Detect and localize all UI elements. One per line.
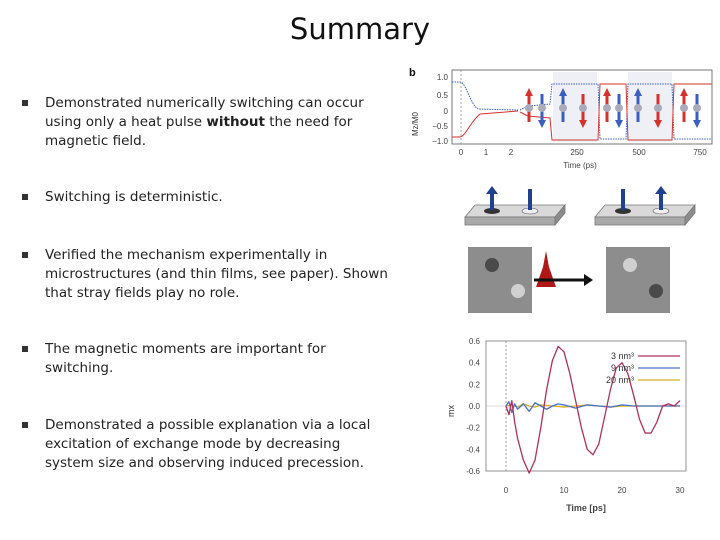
chart-y-tick-label: -0.4 xyxy=(466,445,480,455)
device-slab-after xyxy=(595,186,695,225)
slide-title: Summary xyxy=(289,12,431,46)
bullet-text-4: The magnetic moments are important for switching. xyxy=(45,341,326,376)
fig-b-x-tick: 750 xyxy=(693,148,707,157)
bullet-text-1 xyxy=(45,94,390,151)
device-slab-before xyxy=(465,186,565,225)
domain-dark xyxy=(485,258,499,272)
bullet-text-part: Demonstrated numerically switching can occur using only a heat pulse xyxy=(45,95,364,130)
bullet-bold-word: without xyxy=(206,114,265,130)
chart-series-group xyxy=(506,346,680,473)
precession-chart xyxy=(440,335,715,535)
bullet-text-part: the need for magnetic field. xyxy=(45,114,353,149)
fig-b-blue-trace xyxy=(452,82,518,110)
fig-b-x-tick: 250 xyxy=(570,148,584,157)
device-slab-illustration xyxy=(455,185,710,245)
fig-b-x-tick: 2 xyxy=(508,148,514,157)
series-line-3-nm3 xyxy=(506,346,680,473)
fig-b-y-tick: 0 xyxy=(443,107,448,116)
domain-bright xyxy=(511,284,525,298)
bullet-text-2: Switching is deterministic. xyxy=(45,189,223,205)
fig-b-y-axis-label: Mz/M0 xyxy=(411,112,420,136)
switching-time-trace-figure xyxy=(400,64,715,176)
fig-b-x-tick: 0 xyxy=(458,148,464,157)
bullet-text-5: Demonstrated a possible explanation via a local excitation of exchange mode by decreasing system size and observing induced precession. xyxy=(45,417,371,471)
legend-label-3nm: 3 nm³ xyxy=(610,351,634,361)
microscopy-images xyxy=(466,245,716,317)
bullet-marker xyxy=(22,100,28,106)
domain-bright xyxy=(623,258,637,272)
fig-b-x-axis-label: Time (ps) xyxy=(563,161,597,170)
series-line-9-nm3 xyxy=(506,402,680,413)
chart-x-tick-label: 20 xyxy=(617,486,627,495)
chart-x-tick-label: 0 xyxy=(503,486,509,495)
bullet-marker xyxy=(22,194,28,200)
fig-b-y-tick: 0.5 xyxy=(436,91,448,100)
microscopy-image-before xyxy=(468,247,532,313)
fig-b-red-trace xyxy=(452,111,518,137)
bullet-text-3: Verified the mechanism experimentally in microstructures (and thin films, see paper). Shown that stray fields play no role. xyxy=(45,247,388,301)
fig-b-x-tick: 500 xyxy=(632,148,646,157)
chart-y-tick-label: -0.2 xyxy=(466,423,480,433)
fig-b-y-tick: 1.0 xyxy=(436,73,448,82)
heat-pulse-shape xyxy=(536,251,556,287)
chart-x-axis-label: Time [ps] xyxy=(566,503,606,513)
domain-dark xyxy=(649,284,663,298)
chart-y-tick-label: 0.6 xyxy=(468,337,480,346)
chart-x-tick-label: 10 xyxy=(559,486,569,495)
fig-b-x-tick: 1 xyxy=(483,148,489,157)
bullet-marker xyxy=(22,422,28,428)
legend-label-20nm: 20 nm³ xyxy=(605,375,634,385)
bullet-marker xyxy=(22,346,28,352)
chart-y-axis-label: mx xyxy=(446,405,456,417)
chart-y-ticks xyxy=(466,337,480,476)
fig-b-y-tick: −1.0 xyxy=(432,137,448,146)
chart-x-ticks xyxy=(504,486,685,495)
chart-x-tick-label: 30 xyxy=(675,486,685,495)
panel-label: b xyxy=(409,67,416,79)
legend-label-9nm: 9 nm³ xyxy=(610,363,634,373)
arrow-head-icon xyxy=(584,274,593,286)
chart-y-tick-label: -0.6 xyxy=(466,467,480,476)
chart-y-tick-label: 0.4 xyxy=(468,358,480,368)
bullet-marker xyxy=(22,252,28,258)
microscopy-image-after xyxy=(606,247,670,313)
chart-legend xyxy=(606,351,680,385)
fig-b-y-tick: −0.5 xyxy=(432,122,448,131)
chart-y-tick-label: 0.0 xyxy=(468,402,480,411)
chart-y-tick-label: 0.2 xyxy=(468,380,480,390)
